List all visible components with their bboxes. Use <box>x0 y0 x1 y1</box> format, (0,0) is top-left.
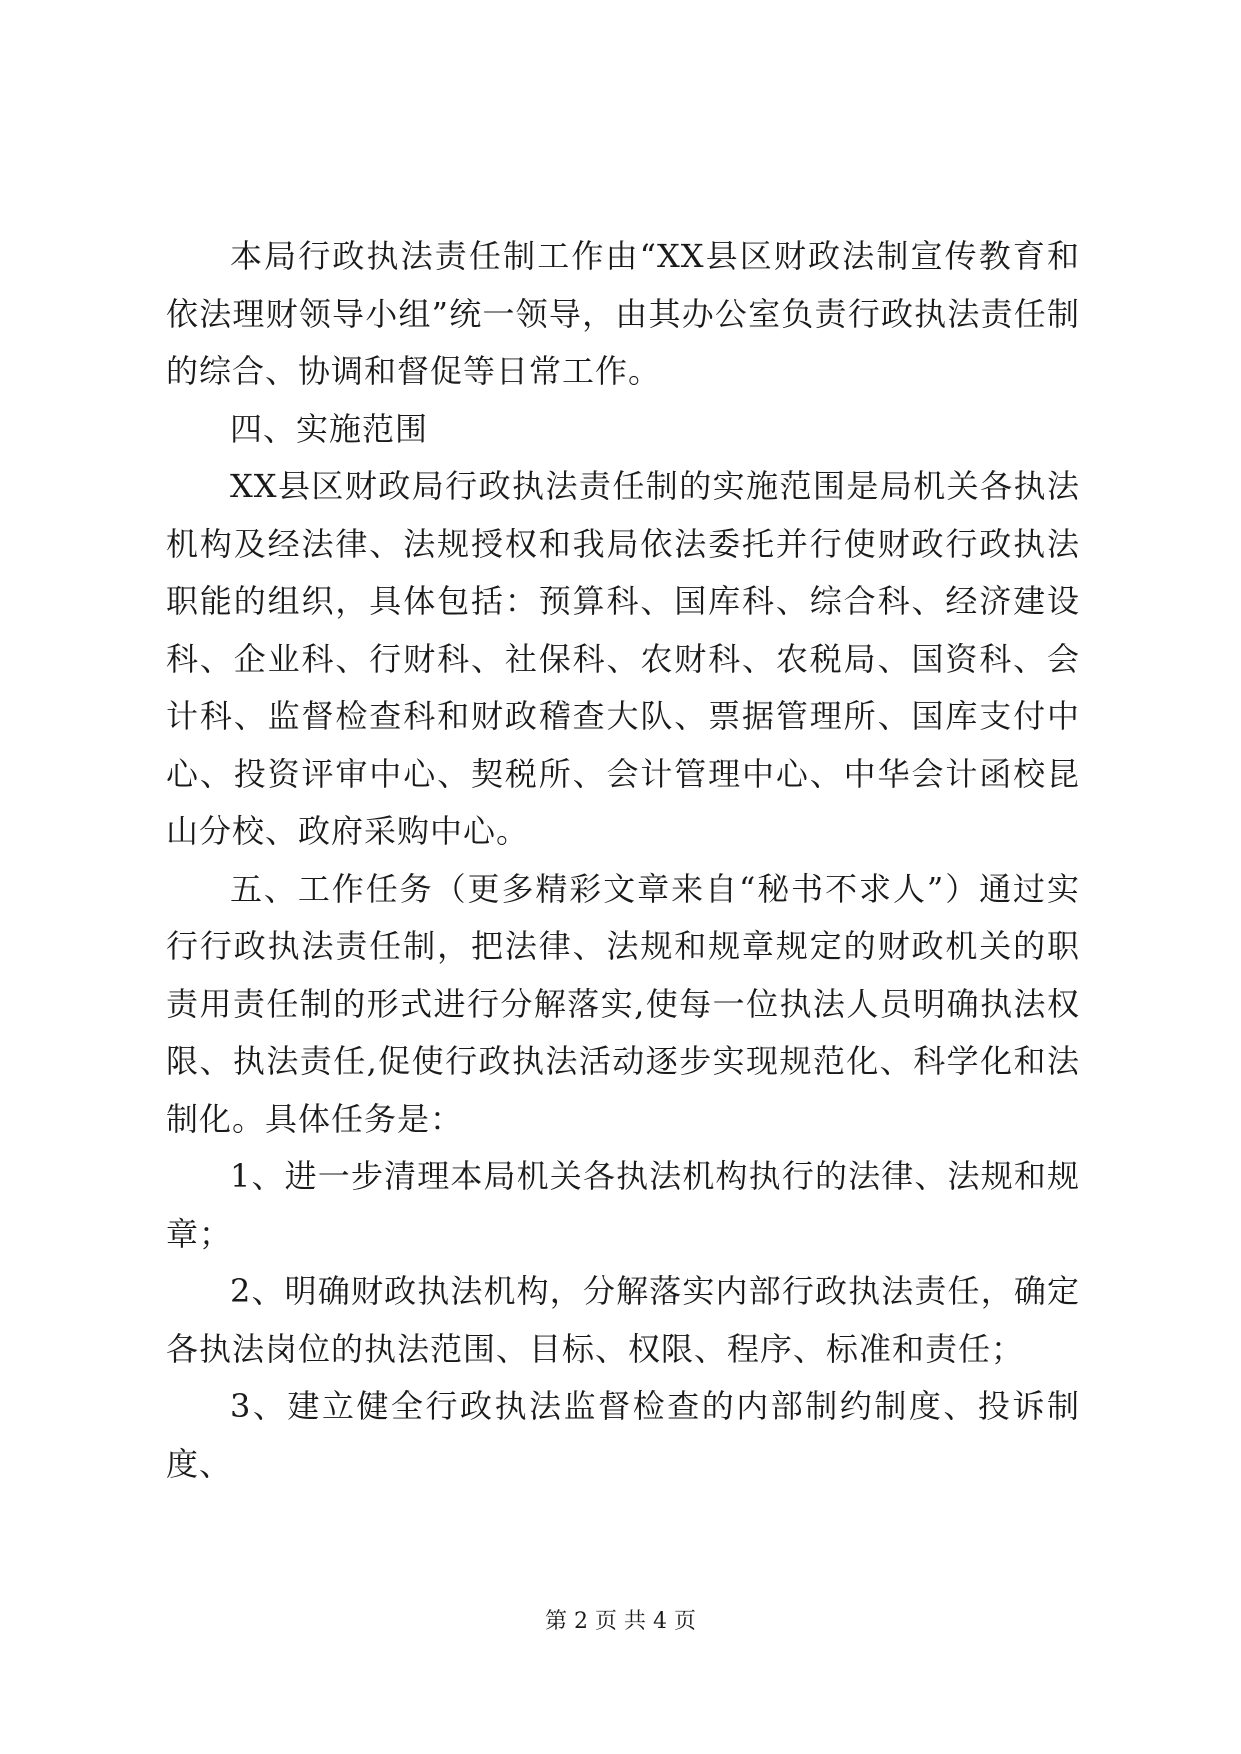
page-footer: 第 2 页 共 4 页 <box>545 1609 696 1634</box>
document-body <box>166 228 1080 1493</box>
task-item-1: 1、进一步清理本局机关各执法机构执行的法律、法规和规章； <box>166 1157 1080 1253</box>
section-heading-scope: 四、实施范围 <box>230 409 429 448</box>
paragraph-leadership: 本局行政执法责任制工作由“XX县区财政法制宣传教育和依法理财领导小组”统一领导，由其办公室负责行政执法责任制的综合、协调和督促等日常工作。 <box>166 237 1080 390</box>
paragraph-tasks: 五、工作任务（更多精彩文章来自“秘书不求人”）通过实行行政执法责任制，把法律、法规和规章规定的财政机关的职责用责任制的形式进行分解落实,使每一位执法人员明确执法权限、执法责任,促使行政执法活动逐步实现规范化、科学化和法制化。具体任务是： <box>166 869 1080 1138</box>
task-item-2: 2、明确财政执法机构，分解落实内部行政执法责任，确定各执法岗位的执法范围、目标、权限、程序、标准和责任； <box>166 1272 1080 1368</box>
paragraph-scope: XX县区财政局行政执法责任制的实施范围是局机关各执法机构及经法律、法规授权和我局依法委托并行使财政行政执法职能的组织，具体包括：预算科、国库科、综合科、经济建设科、企业科、行财科、社保科、农财科、农税局、国资科、会计科、监督检查科和财政稽查大队、票据管理所、国库支付中心、投资评审中心、契税所、会计管理中心、中华会计函校昆山分校、政府采购中心。 <box>166 467 1080 850</box>
task-item-3: 3、建立健全行政执法监督检查的内部制约制度、投诉制度、 <box>166 1387 1080 1483</box>
